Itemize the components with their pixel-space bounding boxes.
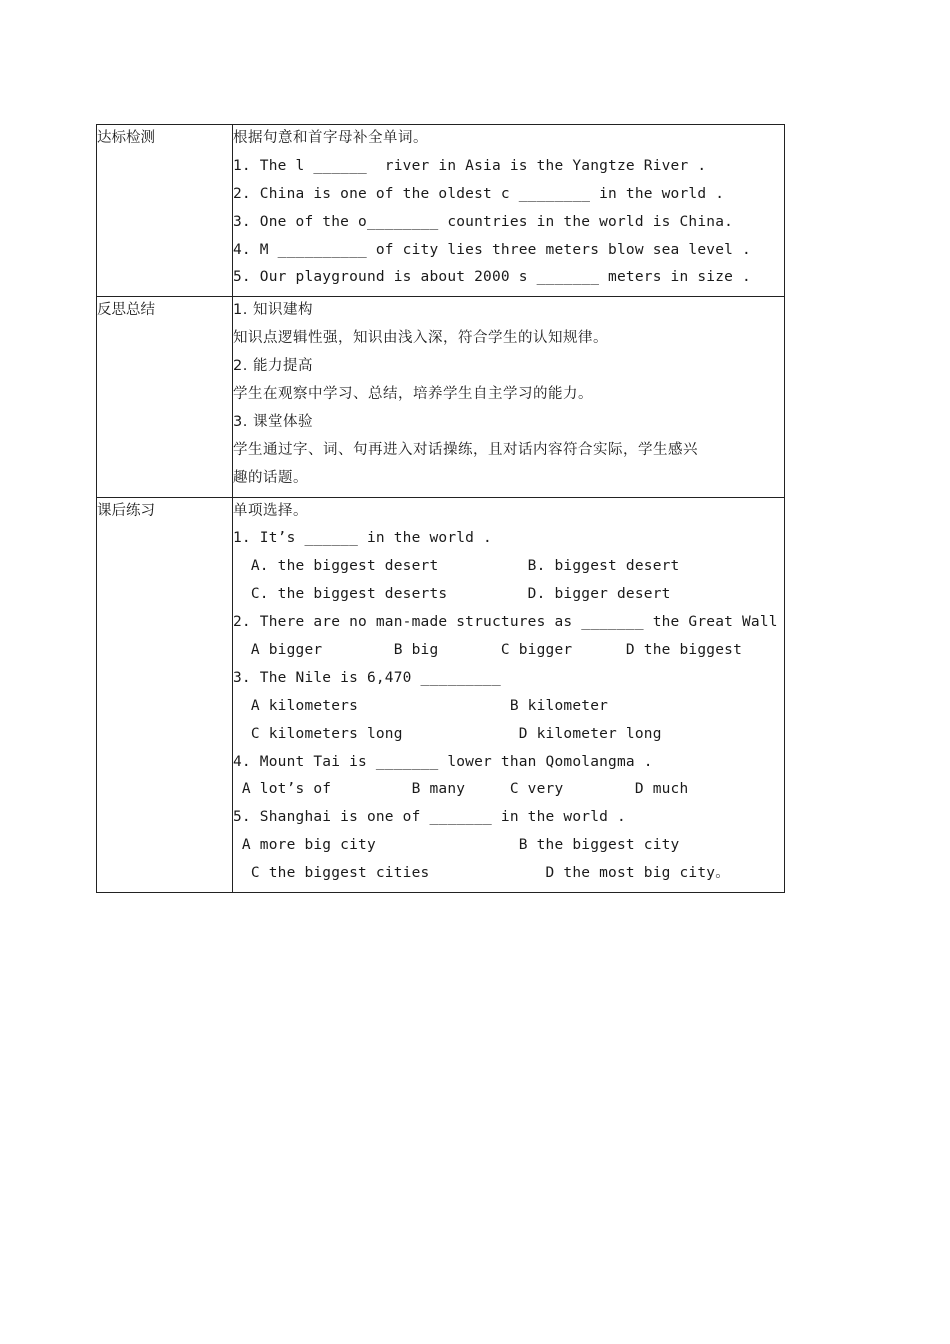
reflection-heading: 3. 课堂体验 — [233, 413, 313, 430]
question-line: 4. Mount Tai is _______ lower than Qomolangma . — [233, 753, 653, 770]
option-line: C kilometers long D kilometer long — [233, 725, 662, 742]
option-line: A more big city B the biggest city — [233, 837, 680, 854]
option-line: A bigger B big C bigger D the biggest — [233, 642, 742, 659]
reflection-heading: 1. 知识建构 — [233, 302, 313, 319]
option-line: C the biggest cities D the most big city。 — [233, 865, 730, 882]
question-line: 5. Shanghai is one of _______ in the world . — [233, 809, 626, 826]
section-content-cell — [233, 125, 785, 297]
question-line: 4. M __________ of city lies three meters blow sea level . — [233, 241, 751, 258]
section-label: 达标检测 — [97, 130, 155, 146]
section-row-check — [97, 125, 785, 297]
section-label: 反思总结 — [97, 302, 155, 319]
question-line: 2. There are no man-made structures as _______ the Great Wall — [233, 614, 778, 631]
section-row-homework — [97, 497, 785, 892]
reflection-text: 知识点逻辑性强，知识由浅入深，符合学生的认知规律。 — [233, 330, 608, 347]
instruction-line: 根据句意和首字母补全单词。 — [233, 130, 428, 146]
section-content-cell — [233, 297, 785, 497]
option-line: A lot’s of B many C very D much — [233, 781, 689, 798]
question-line: 5. Our playground is about 2000 s _______ meters in size . — [233, 269, 751, 286]
reflection-text: 趣的话题。 — [233, 469, 308, 486]
instruction-line: 单项选择。 — [233, 502, 308, 519]
section-row-reflection — [97, 297, 785, 497]
option-line: C. the biggest deserts D. bigger desert — [233, 586, 671, 603]
section-label-cell — [97, 497, 233, 892]
reflection-heading: 2. 能力提高 — [233, 358, 313, 375]
section-label-cell — [97, 125, 233, 297]
reflection-text: 学生在观察中学习、总结，培养学生自主学习的能力。 — [233, 386, 593, 403]
option-line: A kilometers B kilometer — [233, 697, 609, 714]
section-label-cell — [97, 297, 233, 497]
section-content-cell — [233, 497, 785, 892]
section-label: 课后练习 — [97, 502, 155, 519]
question-line: 1. The l ______ river in Asia is the Yangtze River . — [233, 157, 707, 174]
question-line: 3. One of the o________ countries in the world is China. — [233, 213, 734, 230]
lesson-table — [96, 124, 785, 893]
question-line: 2. China is one of the oldest c ________ in the world . — [233, 185, 725, 202]
option-line: A. the biggest desert B. biggest desert — [233, 558, 680, 575]
reflection-text: 学生通过字、词、句再进入对话操练，且对话内容符合实际，学生感兴 — [233, 441, 698, 458]
question-line: 3. The Nile is 6,470 _________ — [233, 669, 501, 686]
question-line: 1. It’s ______ in the world . — [233, 530, 492, 547]
